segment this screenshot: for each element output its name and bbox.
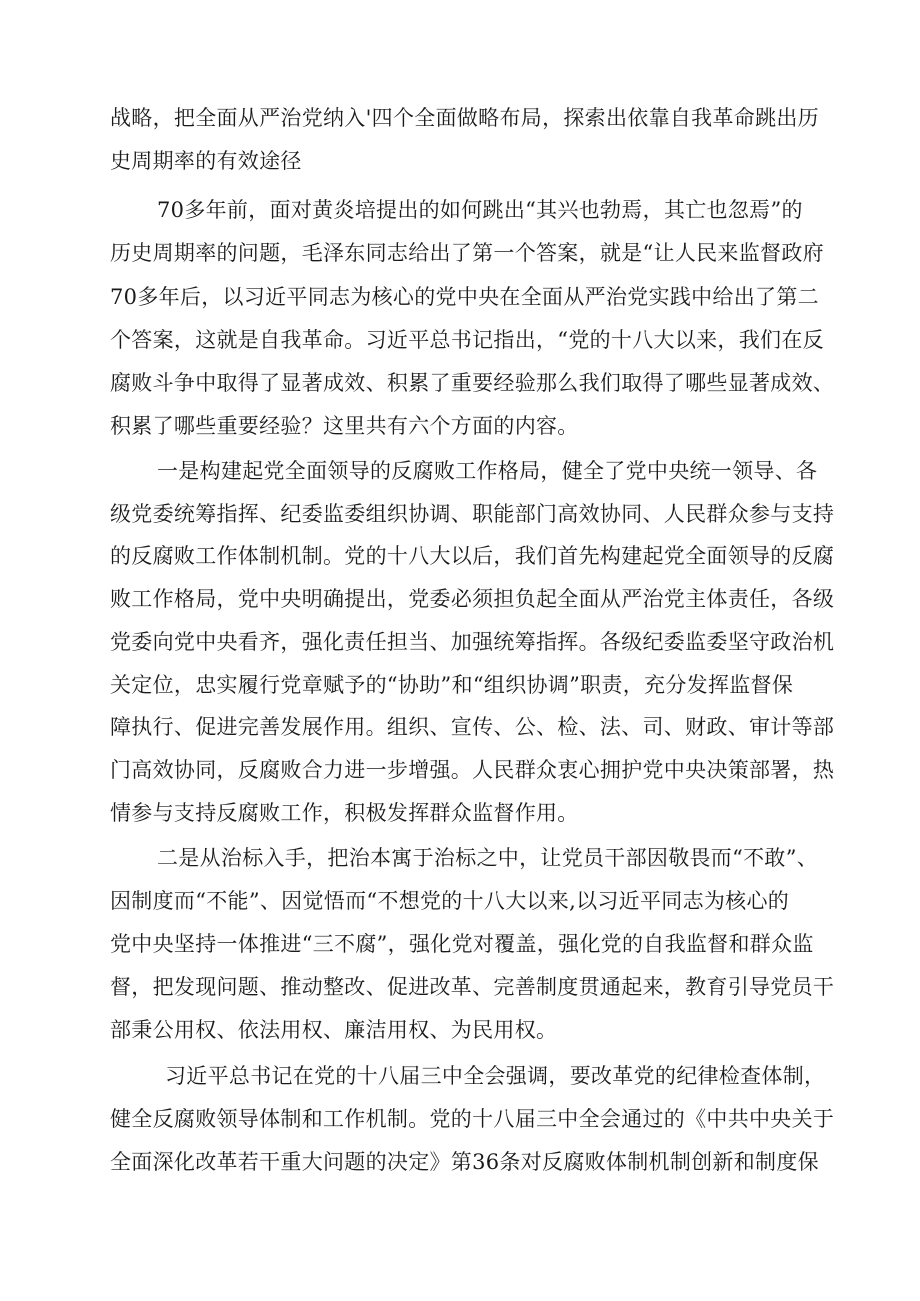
text-line: 情参与支持反腐败工作，积极发挥群众监督作用。 [110,801,579,825]
text-line: 部秉公用权、依法用权、廉洁用权、为民用权。 [110,1018,558,1042]
text-line: 党中央坚持一体推进“三不腐”，强化党对覆盖，强化党的自我监督和群众监 [110,932,814,956]
text-line: 习近平总书记在党的十八届三中全会强调，要改革党的纪律检查体制， [165,1064,826,1088]
text-line: 个答案，这就是自我革命。习近平总书记指出，“党的十八大以来，我们在反 [110,328,824,352]
text-line: 史周期率的有效途径 [110,149,302,173]
text-line: 的反腐败工作体制机制。党的十八大以后，我们首先构建起党全面领导的反腐 [110,544,835,568]
text-line: 党委向党中央看齐，强化责任担当、加强统筹指挥。各级纪委监委坚守政治机 [110,630,835,654]
text-line: 门高效协同，反腐败合力进一步增强。人民群众衷心拥护党中央决策部署，热 [110,758,835,782]
text-line: 因制度而“不能”、因觉悟而“不想党的十八大以来,以习近平同志为核心的 [110,889,790,913]
text-line: 督，把发现问题、推动整改、促进改革、完善制度贯通起来，教育引导党员干 [110,975,835,999]
text-line: 关定位，忠实履行党章赋予的“协助”和“组织协调”职责，充分发挥监督保 [110,673,794,697]
text-line: 二是从治标入手，把治本寓于治标之中，让党员干部因敬畏而“不敢”、 [157,846,819,870]
text-line: 一是构建起党全面领导的反腐败工作格局，健全了党中央统一领导、各 [157,459,818,483]
text-line: 级党委统筹指挥、纪委监委组织协调、职能部门高效协同、人民群众参与支持 [110,502,835,526]
text-line: 积累了哪些重要经验？这里共有六个方面的内容。 [110,414,579,438]
text-line: 障执行、促进完善发展作用。组织、宣传、公、检、法、司、财政、审计等部 [110,715,835,739]
text-line: 腐败斗争中取得了显著成效、积累了重要经验那么我们取得了哪些显著成效、 [110,371,835,395]
text-line: 历史周期率的问题，毛泽东同志给出了第一个答案，就是“让人民来监督政府 [110,241,824,265]
text-line: 健全反腐败领导体制和工作机制。党的十八届三中全会通过的《中共中央关于 [110,1107,835,1131]
text-line: 70多年后，以习近平同志为核心的党中央在全面从严治党实践中给出了第二 [110,285,819,309]
text-line: 败工作格局，党中央明确提出，党委必须担负起全面从严治党主体责任，各级 [110,587,835,611]
text-line: 70多年前，面对黄炎培提出的如何跳出“其兴也勃焉，其亡也忽焉”的 [157,198,803,222]
text-line: 全面深化改革若干重大问题的决定》第36条对反腐败体制机制创新和制度保 [110,1150,819,1174]
text-line: 战略，把全面从严治党纳入'四个全面做略布局，探索出依靠自我革命跳出历 [110,106,819,130]
